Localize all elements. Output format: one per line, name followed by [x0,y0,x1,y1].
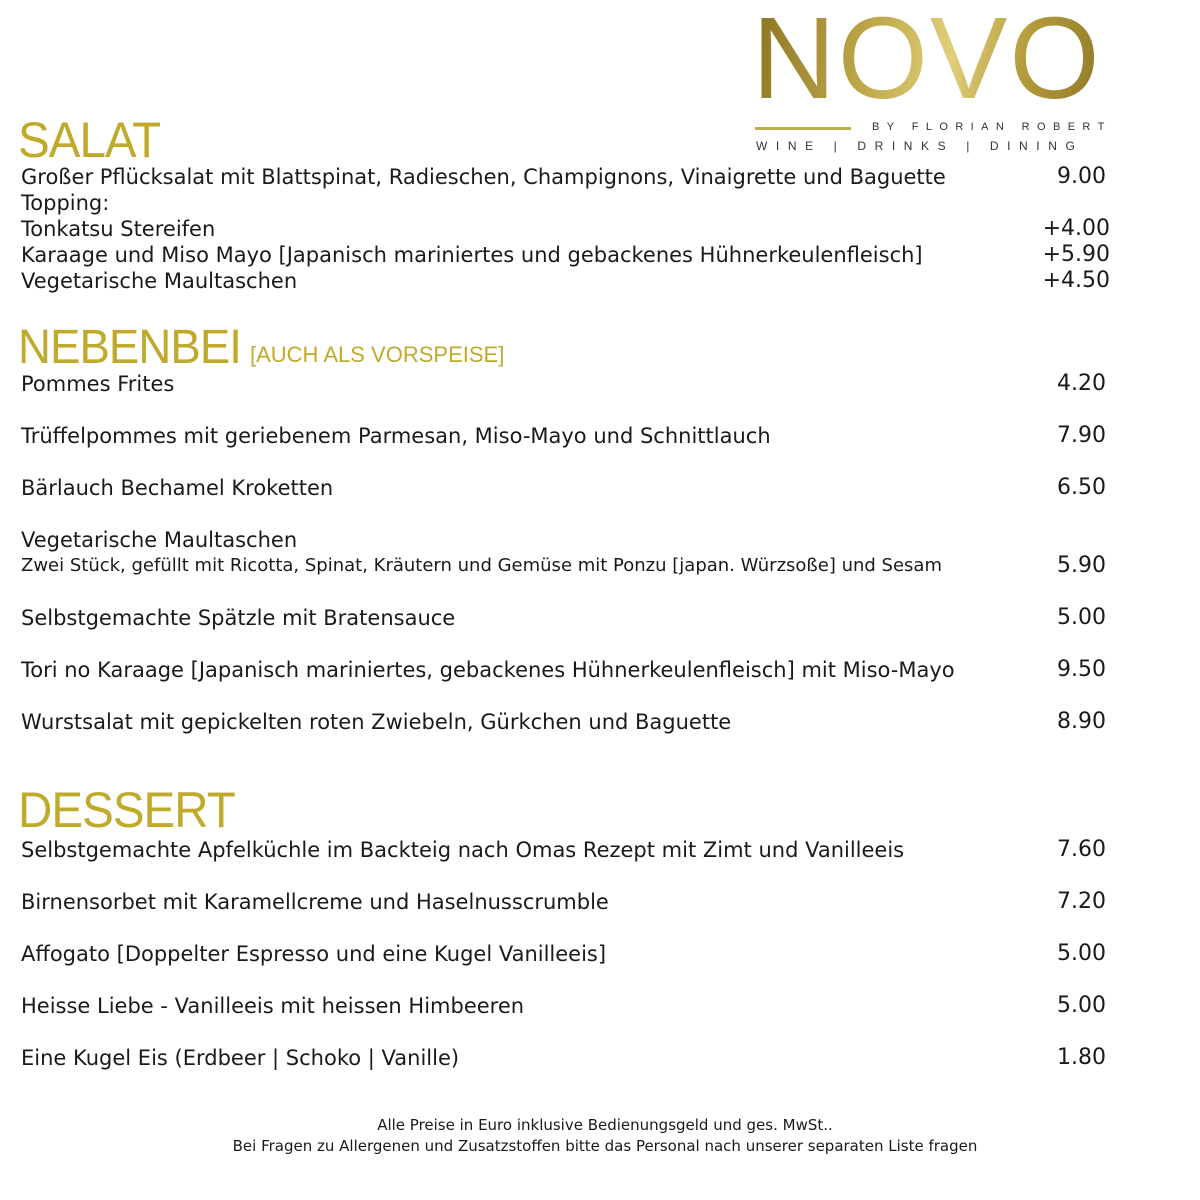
menu-item-price: 1.80 [1057,1045,1106,1070]
menu-item-name: Pommes Frites [21,372,175,396]
menu-item-price: 9.50 [1057,657,1106,682]
menu-item-name: Birnensorbet mit Karamellcreme und Haselnusscrumble [21,890,609,914]
menu-item-price: 8.90 [1057,709,1106,734]
menu-item-name: Trüffelpommes mit geriebenem Parmesan, Miso-Mayo und Schnittlauch [21,424,771,448]
menu-item-price: +5.90 [1042,242,1110,267]
menu-item-name: Vegetarische Maultaschen [21,528,298,552]
logo-rule [755,127,851,130]
menu-item-name: Vegetarische Maultaschen [21,269,298,293]
menu-item-name: Großer Pflücksalat mit Blattspinat, Radieschen, Champignons, Vinaigrette und Baguette [21,165,946,189]
menu-item-name: Wurstsalat mit gepickelten roten Zwiebeln, Gürkchen und Baguette [21,710,732,734]
section-subtitle-nebenbei: [AUCH ALS VORSPEISE] [250,342,505,367]
menu-item-price: 9.00 [1057,164,1106,189]
menu-item-price: 5.00 [1057,605,1106,630]
menu-item-price: 6.50 [1057,475,1106,500]
menu-item-name: Selbstgemachte Apfelküchle im Backteig nach Omas Rezept mit Zimt und Vanilleeis [21,838,905,862]
menu-item-name: Karaage und Miso Mayo [Japanisch mariniertes und gebackenes Hühnerkeulenfleisch] [21,243,923,267]
logo-byline: BY FLORIAN ROBERT [872,121,1112,133]
menu-item-name: Tori no Karaage [Japanisch mariniertes, gebackenes Hühnerkeulenfleisch] mit Miso-Mayo [21,658,955,682]
menu-item-price: 4.20 [1057,371,1106,396]
menu-item-price: 7.90 [1057,423,1106,448]
section-title-dessert: DESSERT [18,782,235,838]
menu-item-price: 5.00 [1057,993,1106,1018]
menu-item-name: Bärlauch Bechamel Kroketten [21,476,334,500]
menu-item-price: +4.50 [1042,268,1110,293]
footer-price-note: Alle Preise in Euro inklusive Bedienungsgeld und ges. MwSt.. [377,1116,833,1134]
menu-item-price: 7.20 [1057,889,1106,914]
menu-item-price: 7.60 [1057,837,1106,862]
section-title-salat: SALAT [18,112,161,168]
menu-item-name: Selbstgemachte Spätzle mit Bratensauce [21,606,456,630]
menu-item-name: Tonkatsu Stereifen [21,217,216,241]
menu-item-name: Heisse Liebe - Vanilleeis mit heissen Himbeeren [21,994,525,1018]
menu-item-price: 5.00 [1057,941,1106,966]
menu-item-name: Affogato [Doppelter Espresso und eine Kugel Vanilleeis] [21,942,607,966]
menu-item-price: +4.00 [1042,216,1110,241]
section-title-nebenbei: NEBENBEI [18,321,242,374]
menu-item-name: Eine Kugel Eis (Erdbeer | Schoko | Vanille) [21,1046,460,1070]
logo-tagline: WINE | DRINKS | DINING [756,139,1084,153]
topping-label: Topping: [21,191,110,215]
menu-item-price: 5.90 [1057,553,1106,578]
menu-item-description: Zwei Stück, gefüllt mit Ricotta, Spinat, Kräutern und Gemüse mit Ponzu [japan. Würzsoße] und Sesam [21,555,942,576]
novo-logo: NOVO [752,0,1112,118]
footer-allergen-note: Bei Fragen zu Allergenen und Zusatzstoffen bitte das Personal nach unserer separaten Liste fragen [232,1137,978,1155]
